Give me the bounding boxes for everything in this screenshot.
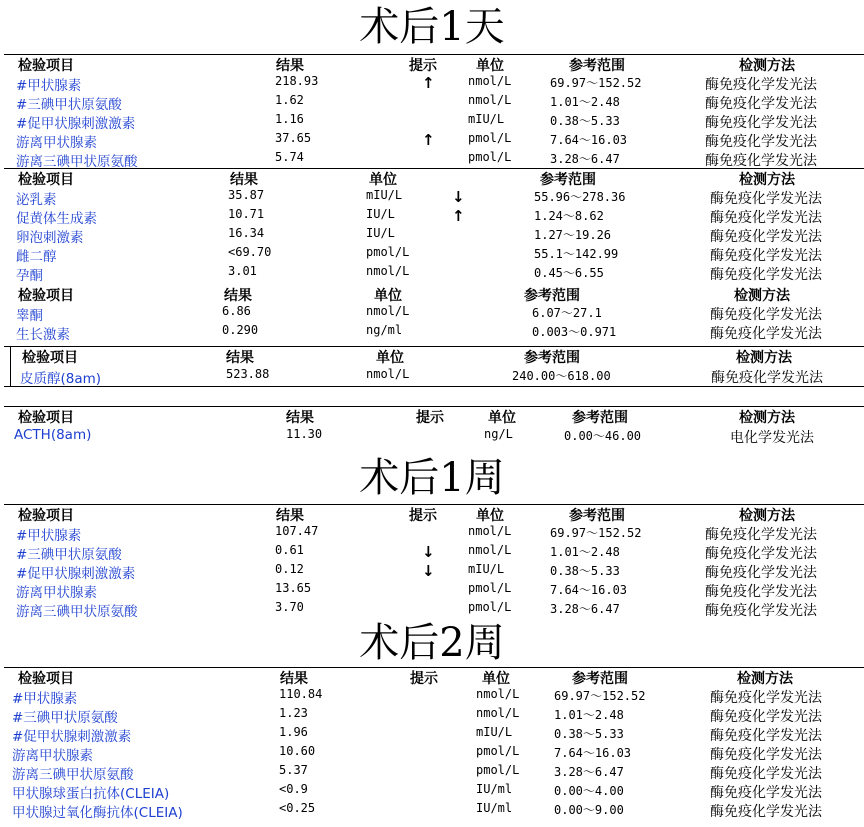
method: 酶免疫化学发光法 — [705, 603, 817, 619]
test-name: 游离三碘甲状原氨酸 — [12, 767, 134, 783]
unit: nmol/L — [476, 687, 520, 701]
method: 酶免疫化学发光法 — [710, 766, 822, 782]
table-bottom-rule — [4, 386, 864, 387]
table-row — [4, 73, 864, 92]
header-flag: 提示 — [410, 671, 438, 687]
day1-thyroid-table — [4, 54, 864, 168]
table-row — [4, 743, 864, 762]
header-method: 检测方法 — [739, 58, 795, 74]
unit: nmol/L — [468, 524, 512, 538]
reference-range: 1.01～2.48 — [554, 708, 624, 722]
week1-thyroid-table — [4, 504, 864, 618]
method: 酶免疫化学发光法 — [710, 728, 822, 744]
table-row — [4, 800, 864, 819]
header-unit: 单位 — [476, 508, 504, 524]
result-value: 3.01 — [228, 264, 257, 278]
header-result: 结果 — [230, 172, 258, 188]
method: 酶免疫化学发光法 — [705, 115, 817, 131]
header-ref: 参考范围 — [569, 58, 625, 74]
test-name: 泌乳素 — [16, 192, 57, 208]
table-row — [4, 322, 864, 341]
unit: nmol/L — [366, 367, 410, 381]
header-item: 检验项目 — [18, 288, 74, 304]
header-unit: 单位 — [374, 288, 402, 304]
method: 酶免疫化学发光法 — [710, 709, 822, 725]
result-value: 16.34 — [228, 226, 265, 240]
reference-range: 0.38～5.33 — [550, 564, 620, 578]
header-result: 结果 — [280, 671, 308, 687]
table-row — [4, 523, 864, 542]
test-name: 卵泡刺激素 — [16, 230, 84, 246]
test-name: 游离甲状腺素 — [16, 135, 97, 151]
flag-arrow: ↑ — [422, 74, 435, 92]
unit: ng/L — [484, 427, 513, 441]
day1-cortisol-table — [4, 346, 864, 386]
result-value: 523.88 — [226, 367, 270, 381]
method: 酶免疫化学发光法 — [705, 153, 817, 169]
table-row — [4, 580, 864, 599]
method: 酶免疫化学发光法 — [710, 210, 822, 226]
table-row — [4, 705, 864, 724]
result-value: 5.37 — [279, 763, 308, 777]
method: 酶免疫化学发光法 — [705, 565, 817, 581]
table-header — [4, 54, 864, 73]
table-header — [4, 346, 864, 365]
header-item: 检验项目 — [18, 671, 74, 687]
test-name: 甲状腺球蛋白抗体(CLEIA) — [12, 786, 170, 802]
table-row — [4, 366, 864, 385]
unit: IU/L — [366, 226, 395, 240]
unit: nmol/L — [468, 543, 512, 557]
table-row — [4, 225, 864, 244]
method: 酶免疫化学发光法 — [710, 191, 822, 207]
table-row — [4, 426, 864, 445]
method: 酶免疫化学发光法 — [710, 785, 822, 801]
header-method: 检测方法 — [736, 350, 792, 366]
reference-range: 3.28～6.47 — [554, 765, 624, 779]
reference-range: 240.00～618.00 — [512, 369, 611, 383]
table-row — [4, 92, 864, 111]
result-value: 11.30 — [286, 427, 323, 441]
table-header — [4, 504, 864, 523]
unit: IU/ml — [476, 801, 513, 815]
unit: mIU/L — [468, 112, 505, 126]
reference-range: 55.1～142.99 — [534, 247, 619, 261]
unit: mIU/L — [366, 188, 403, 202]
header-ref: 参考范围 — [572, 671, 628, 687]
result-value: 6.86 — [222, 304, 251, 318]
unit: nmol/L — [366, 304, 410, 318]
test-name: #促甲状腺刺激激素 — [16, 566, 136, 582]
reference-range: 69.97～152.52 — [554, 689, 646, 703]
flag-arrow: ↑ — [452, 207, 465, 225]
unit: mIU/L — [476, 725, 513, 739]
method: 酶免疫化学发光法 — [711, 370, 823, 386]
result-value: 13.65 — [275, 581, 312, 595]
reference-range: 3.28～6.47 — [550, 602, 620, 616]
table-row — [4, 206, 864, 225]
test-name: 甲状腺过氧化酶抗体(CLEIA) — [12, 805, 183, 821]
header-unit: 单位 — [488, 410, 516, 426]
header-result: 结果 — [226, 350, 254, 366]
reference-range: 0.00～9.00 — [554, 803, 624, 817]
test-name: #甲状腺素 — [16, 78, 82, 94]
unit: pmol/L — [366, 245, 410, 259]
flag-arrow: ↑ — [422, 131, 435, 149]
result-value: 107.47 — [275, 524, 319, 538]
table-row — [4, 187, 864, 206]
method: 电化学发光法 — [730, 430, 814, 446]
test-name: 睾酮 — [16, 308, 43, 324]
method: 酶免疫化学发光法 — [710, 690, 822, 706]
header-method: 检测方法 — [739, 410, 795, 426]
test-name: #甲状腺素 — [16, 528, 82, 544]
result-value: 1.62 — [275, 93, 304, 107]
reference-range: 0.00～46.00 — [564, 429, 642, 443]
test-name: 游离甲状腺素 — [16, 585, 97, 601]
result-value: 10.71 — [228, 207, 265, 221]
header-method: 检测方法 — [739, 172, 795, 188]
unit: IU/ml — [476, 782, 513, 796]
header-unit: 单位 — [482, 671, 510, 687]
unit: pmol/L — [468, 581, 512, 595]
section-title-day1: 术后1天 — [359, 4, 505, 50]
test-name: 雌二醇 — [16, 249, 57, 265]
result-value: 0.290 — [222, 323, 259, 337]
result-value: 1.16 — [275, 112, 304, 126]
reference-range: 69.97～152.52 — [550, 526, 642, 540]
test-name: 孕酮 — [16, 268, 43, 284]
header-ref: 参考范围 — [524, 350, 580, 366]
reference-range: 6.07～27.1 — [532, 306, 602, 320]
result-value: 0.61 — [275, 543, 304, 557]
header-result: 结果 — [276, 508, 304, 524]
header-result: 结果 — [286, 410, 314, 426]
reference-range: 7.64～16.03 — [550, 583, 628, 597]
reference-range: 0.38～5.33 — [550, 114, 620, 128]
result-value: 37.65 — [275, 131, 312, 145]
unit: nmol/L — [476, 706, 520, 720]
reference-range: 1.01～2.48 — [550, 545, 620, 559]
result-value: 1.23 — [279, 706, 308, 720]
table-row — [4, 263, 864, 282]
method: 酶免疫化学发光法 — [705, 77, 817, 93]
section-title-week1: 术后1周 — [359, 455, 505, 501]
header-item: 检验项目 — [18, 58, 74, 74]
reference-range: 0.38～5.33 — [554, 727, 624, 741]
header-unit: 单位 — [376, 350, 404, 366]
header-method: 检测方法 — [737, 671, 793, 687]
reference-range: 55.96～278.36 — [534, 190, 626, 204]
test-name: 游离三碘甲状原氨酸 — [16, 604, 138, 620]
test-name: 生长激素 — [16, 327, 70, 343]
week2-thyroid-table — [4, 667, 864, 819]
day1-acth-table — [4, 406, 864, 445]
header-method: 检测方法 — [739, 508, 795, 524]
result-value: 5.74 — [275, 150, 304, 164]
header-result: 结果 — [224, 288, 252, 304]
method: 酶免疫化学发光法 — [710, 229, 822, 245]
unit: pmol/L — [476, 744, 520, 758]
table-row — [4, 542, 864, 561]
header-flag: 提示 — [416, 410, 444, 426]
table-row — [4, 781, 864, 800]
reference-range: 3.28～6.47 — [550, 152, 620, 166]
table-header — [4, 667, 864, 686]
method: 酶免疫化学发光法 — [705, 546, 817, 562]
unit: pmol/L — [468, 600, 512, 614]
unit: ng/ml — [366, 323, 403, 337]
result-value: 218.93 — [275, 74, 319, 88]
method: 酶免疫化学发光法 — [710, 267, 822, 283]
table-row — [4, 130, 864, 149]
unit: pmol/L — [468, 150, 512, 164]
reference-range: 1.01～2.48 — [550, 95, 620, 109]
reference-range: 1.24～8.62 — [534, 209, 604, 223]
method: 酶免疫化学发光法 — [705, 134, 817, 150]
header-item: 检验项目 — [22, 350, 78, 366]
reference-range: 7.64～16.03 — [554, 746, 632, 760]
header-item: 检验项目 — [18, 172, 74, 188]
result-value: <0.25 — [279, 801, 316, 815]
table-row — [4, 686, 864, 705]
unit: nmol/L — [366, 264, 410, 278]
unit: pmol/L — [476, 763, 520, 777]
reference-range: 0.45～6.55 — [534, 266, 604, 280]
method: 酶免疫化学发光法 — [710, 747, 822, 763]
method: 酶免疫化学发光法 — [705, 584, 817, 600]
test-name: #促甲状腺刺激激素 — [16, 116, 136, 132]
result-value: 110.84 — [279, 687, 323, 701]
table-row — [4, 561, 864, 580]
reference-range: 1.27～19.26 — [534, 228, 612, 242]
method: 酶免疫化学发光法 — [705, 96, 817, 112]
test-name: 促黄体生成素 — [16, 211, 97, 227]
unit: pmol/L — [468, 131, 512, 145]
reference-range: 7.64～16.03 — [550, 133, 628, 147]
test-name: #三碘甲状原氨酸 — [16, 97, 122, 113]
unit: nmol/L — [468, 74, 512, 88]
result-value: <0.9 — [279, 782, 308, 796]
method: 酶免疫化学发光法 — [710, 326, 822, 342]
flag-arrow: ↓ — [422, 543, 435, 561]
result-value: 1.96 — [279, 725, 308, 739]
table-header — [4, 168, 864, 187]
header-ref: 参考范围 — [540, 172, 596, 188]
table-header — [4, 406, 864, 425]
reference-range: 69.97～152.52 — [550, 76, 642, 90]
table-row — [4, 599, 864, 618]
method: 酶免疫化学发光法 — [710, 248, 822, 264]
method: 酶免疫化学发光法 — [705, 527, 817, 543]
test-name: 游离甲状腺素 — [12, 748, 93, 764]
table-row — [4, 111, 864, 130]
header-item: 检验项目 — [18, 508, 74, 524]
table-row — [4, 762, 864, 781]
test-name: #甲状腺素 — [12, 691, 78, 707]
header-unit: 单位 — [369, 172, 397, 188]
unit: nmol/L — [468, 93, 512, 107]
reference-range: 0.003～0.971 — [532, 325, 617, 339]
test-name: 游离三碘甲状原氨酸 — [16, 154, 138, 170]
header-ref: 参考范围 — [569, 508, 625, 524]
method: 酶免疫化学发光法 — [710, 307, 822, 323]
header-flag: 提示 — [409, 58, 437, 74]
flag-arrow: ↓ — [452, 188, 465, 206]
test-name: 皮质醇(8am) — [20, 371, 102, 387]
day1-sex-hormone-table — [4, 168, 864, 282]
test-name: ACTH(8am) — [14, 427, 92, 443]
table-row — [4, 244, 864, 263]
day1-gh-table — [4, 284, 864, 341]
header-item: 检验项目 — [18, 410, 74, 426]
unit: IU/L — [366, 207, 395, 221]
result-value: 35.87 — [228, 188, 265, 202]
test-name: #三碘甲状原氨酸 — [16, 547, 122, 563]
flag-arrow: ↓ — [422, 562, 435, 580]
test-name: #促甲状腺刺激激素 — [12, 729, 132, 745]
result-value: <69.70 — [228, 245, 272, 259]
table-row — [4, 149, 864, 168]
header-ref: 参考范围 — [572, 410, 628, 426]
method: 酶免疫化学发光法 — [710, 804, 822, 820]
table-row — [4, 724, 864, 743]
header-ref: 参考范围 — [524, 288, 580, 304]
unit: mIU/L — [468, 562, 505, 576]
header-flag: 提示 — [409, 508, 437, 524]
result-value: 10.60 — [279, 744, 316, 758]
header-result: 结果 — [276, 58, 304, 74]
test-name: #三碘甲状原氨酸 — [12, 710, 118, 726]
result-value: 3.70 — [275, 600, 304, 614]
table-row — [4, 303, 864, 322]
header-method: 检测方法 — [734, 288, 790, 304]
result-value: 0.12 — [275, 562, 304, 576]
table-header — [4, 284, 864, 303]
section-title-week2: 术后2周 — [359, 620, 505, 666]
reference-range: 0.00～4.00 — [554, 784, 624, 798]
header-unit: 单位 — [476, 58, 504, 74]
